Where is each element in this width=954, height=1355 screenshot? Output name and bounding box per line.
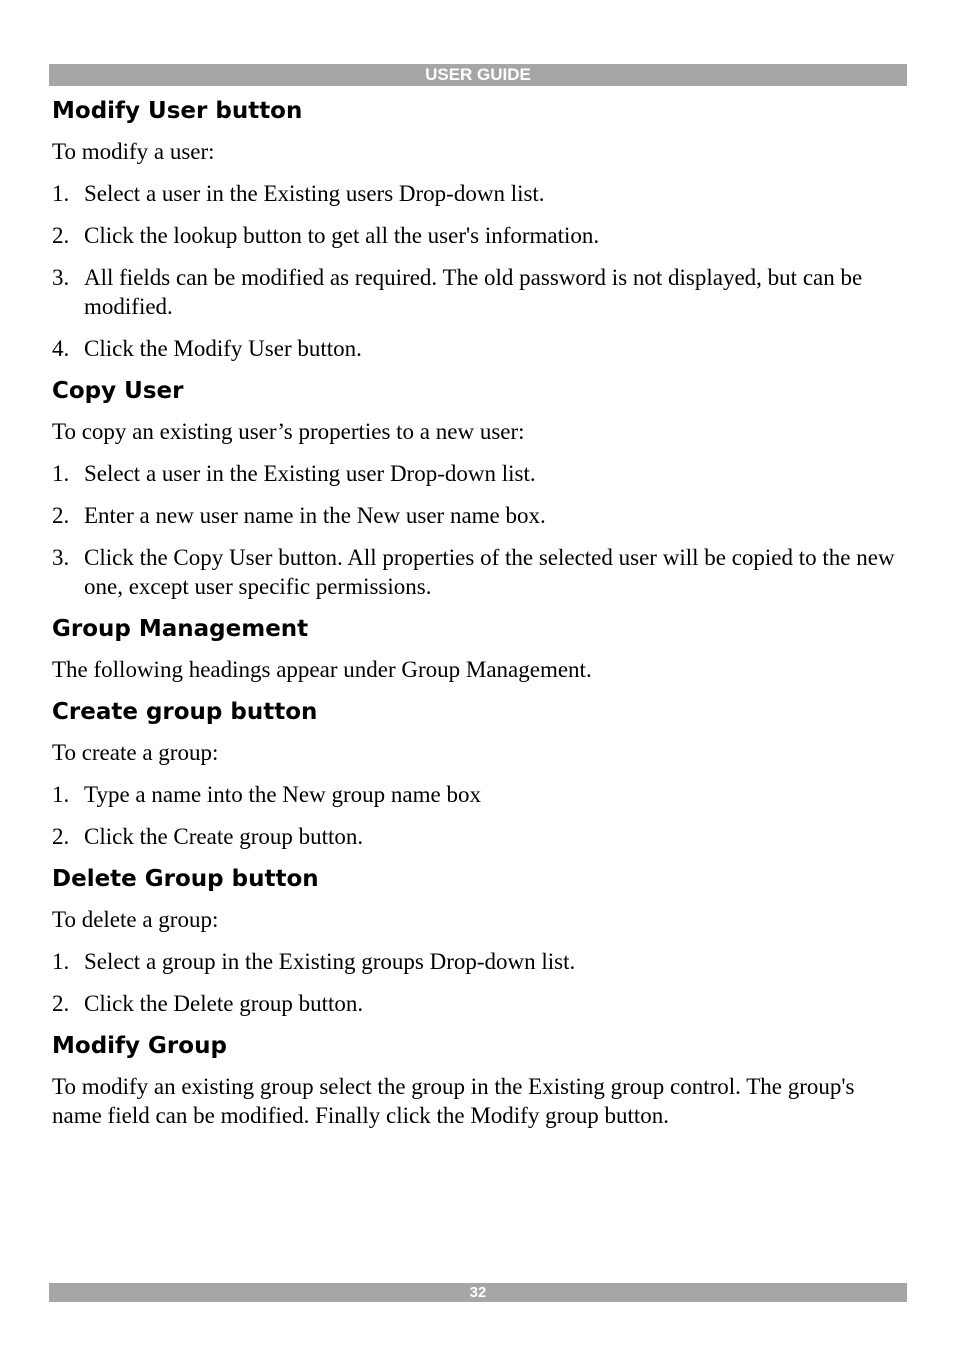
step-list bbox=[52, 780, 907, 851]
step-text: Click the lookup button to get all the user's information. bbox=[84, 223, 600, 248]
section-heading: Copy User bbox=[52, 378, 184, 404]
step-text: Click the Copy User button. All properties of the selected user will be copied to the new one, except user specific permissions. bbox=[84, 545, 895, 599]
step-list bbox=[52, 179, 907, 363]
step-text: Click the Modify User button. bbox=[84, 336, 362, 361]
step-number: 1. bbox=[52, 181, 70, 206]
step-text: Enter a new user name in the New user name box. bbox=[84, 503, 546, 528]
section-intro: The following headings appear under Group Management. bbox=[52, 657, 592, 682]
step-number: 2. bbox=[52, 824, 70, 849]
section-heading: Group Management bbox=[52, 616, 309, 642]
step-text: Click the Delete group button. bbox=[84, 991, 364, 1016]
section-intro: To modify a user: bbox=[52, 139, 215, 164]
step-number: 1. bbox=[52, 461, 70, 486]
list-item bbox=[52, 780, 907, 809]
section-heading: Delete Group button bbox=[52, 866, 319, 892]
step-number: 3. bbox=[52, 265, 70, 290]
section-heading: Modify Group bbox=[52, 1033, 227, 1059]
step-text: Type a name into the New group name box bbox=[84, 782, 481, 807]
step-number: 3. bbox=[52, 545, 70, 570]
section-heading: Modify User button bbox=[52, 98, 303, 124]
section-heading: Create group button bbox=[52, 699, 318, 725]
list-item bbox=[52, 822, 907, 851]
step-text: Select a user in the Existing user Drop-down list. bbox=[84, 461, 536, 486]
list-item bbox=[52, 263, 907, 321]
section-intro: To copy an existing user’s properties to a new user: bbox=[52, 419, 525, 444]
header-title: USER GUIDE bbox=[425, 65, 531, 84]
page-number: 32 bbox=[469, 1284, 487, 1301]
page-content bbox=[52, 96, 907, 1143]
step-number: 2. bbox=[52, 991, 70, 1016]
step-list bbox=[52, 947, 907, 1018]
step-text: All fields can be modified as required. The old password is not displayed, but can be modified. bbox=[84, 265, 863, 319]
list-item bbox=[52, 947, 907, 976]
step-number: 2. bbox=[52, 503, 70, 528]
step-number: 1. bbox=[52, 782, 70, 807]
step-text: Select a group in the Existing groups Drop-down list. bbox=[84, 949, 576, 974]
list-item bbox=[52, 459, 907, 488]
step-text: Select a user in the Existing users Drop-down list. bbox=[84, 181, 545, 206]
section-intro: To delete a group: bbox=[52, 907, 219, 932]
list-item bbox=[52, 334, 907, 363]
step-number: 2. bbox=[52, 223, 70, 248]
list-item bbox=[52, 179, 907, 208]
list-item bbox=[52, 221, 907, 250]
section-intro: To create a group: bbox=[52, 740, 219, 765]
list-item bbox=[52, 543, 907, 601]
footer-band bbox=[49, 1283, 907, 1302]
header-band bbox=[49, 64, 907, 86]
section-intro: To modify an existing group select the group in the Existing group control. The group's name field can be modified. Finally click the Modify group button. bbox=[52, 1074, 855, 1128]
step-number: 1. bbox=[52, 949, 70, 974]
step-number: 4. bbox=[52, 336, 70, 361]
list-item bbox=[52, 501, 907, 530]
step-text: Click the Create group button. bbox=[84, 824, 364, 849]
step-list bbox=[52, 459, 907, 601]
list-item bbox=[52, 989, 907, 1018]
